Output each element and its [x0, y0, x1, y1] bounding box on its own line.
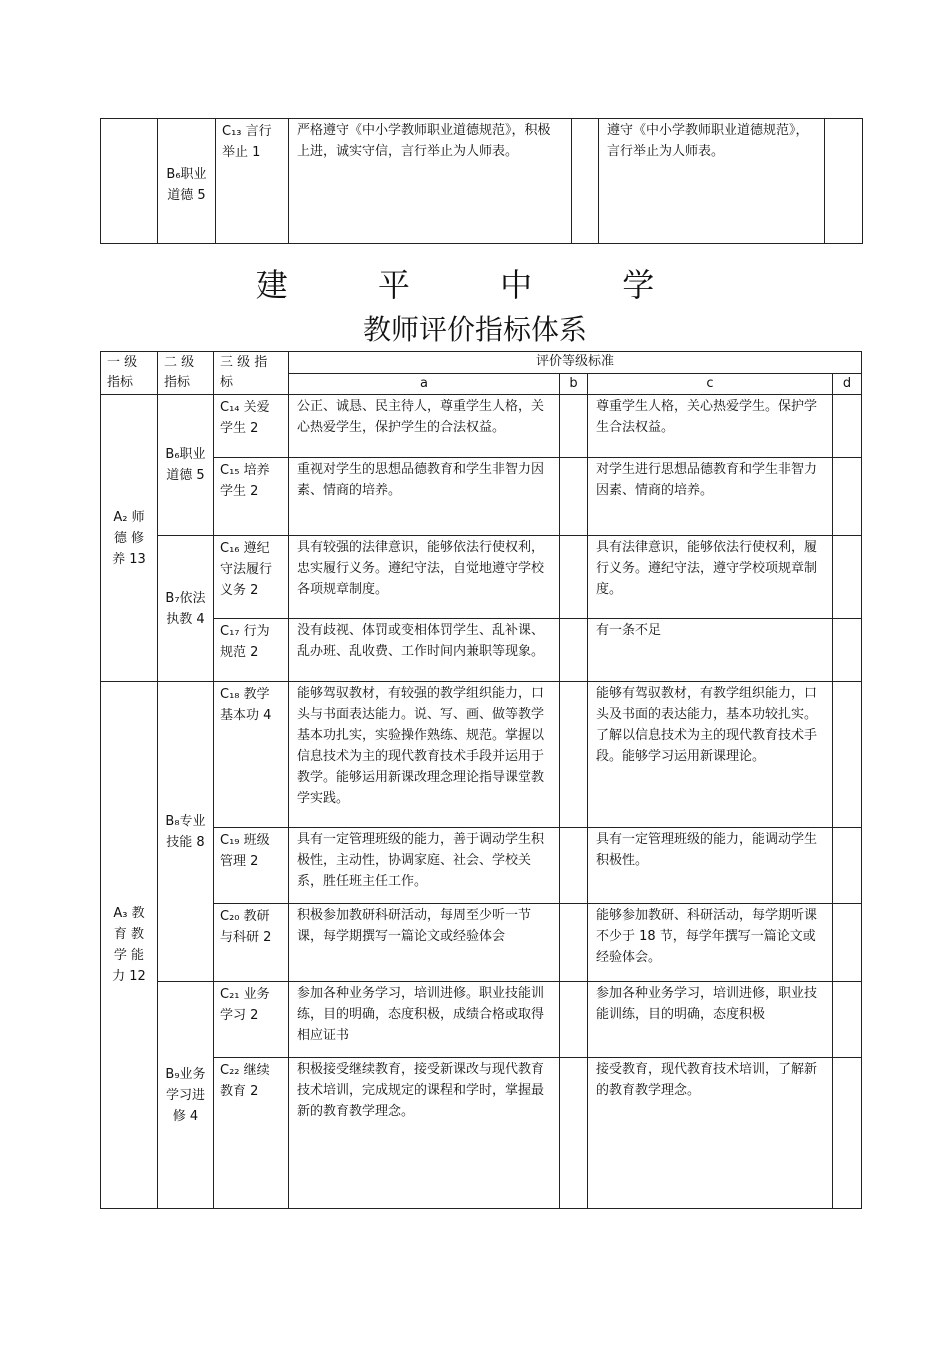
table-row — [101, 119, 863, 244]
grade-a-cell — [289, 458, 560, 536]
level2-cell — [158, 982, 214, 1209]
grade-a-text: 能够驾驭教材，有较强的教学组织能力，口头与书面表达能力。说、写、画、做等教学基本功扎实，实验操作熟练、规范。掌握以信息技术为主的现代教育技术手段并运用于教学。能够运用新课改理念理论指导课堂教学实践。 — [297, 686, 545, 806]
grade-b-cell — [560, 1058, 588, 1209]
level3-cell — [214, 458, 289, 536]
level1-cell — [101, 119, 158, 244]
grade-c-text: 遵守《中小学教师职业道德规范》，言行举止为人师表。 — [607, 123, 809, 159]
grade-a-text: 严格遵守《中小学教师职业道德规范》，积极上进，诚实守信，言行举止为人师表。 — [297, 123, 551, 159]
table-row — [101, 458, 862, 536]
level3-label: C₂₁ 业务学习 2 — [220, 987, 270, 1023]
level3-cell — [214, 619, 289, 682]
grade-c-text: 能够有驾驭教材，有教学组织能力，口头及书面的表达能力，基本功较扎实。了解以信息技术为主的现代教育技术手段。能够学习运用新课理论。 — [596, 686, 818, 764]
level3-cell — [214, 904, 289, 982]
grade-c-text: 具有法律意识，能够依法行使权利，履行义务。遵纪守法，遵守学校项规章制度。 — [596, 540, 818, 597]
level2-cell — [158, 395, 214, 536]
level3-label: C₂₀ 教研与科研 2 — [220, 909, 272, 945]
level3-label: C₁₄ 关爱学生 2 — [220, 400, 270, 436]
grade-c-text: 接受教育，现代教育技术培训，了解新的教育教学理念。 — [596, 1062, 818, 1098]
grade-c-text: 参加各种业务学习，培训进修，职业技能训练，目的明确，态度积极 — [596, 986, 818, 1022]
grade-b-cell — [560, 682, 588, 828]
grade-a-cell — [289, 904, 560, 982]
grade-c-cell — [588, 536, 833, 619]
grade-b-cell — [560, 458, 588, 536]
grade-b-cell — [572, 119, 599, 244]
grade-d-cell — [825, 119, 863, 244]
table-row — [101, 536, 862, 619]
grade-a-text: 没有歧视、体罚或变相体罚学生、乱补课、乱办班、乱收费、工作时间内兼职等现象。 — [297, 623, 545, 659]
level2-label: B₉业务学习进修 4 — [165, 1066, 206, 1124]
grade-c-text: 对学生进行思想品德教育和学生非智力因素、情商的培养。 — [596, 462, 818, 498]
grade-c-cell — [599, 119, 825, 244]
level1-label: A₃ 教 育 教 学 能 力 12 — [112, 906, 146, 984]
table-row — [101, 619, 862, 682]
level2-label: B₇依法执教 4 — [165, 590, 206, 627]
header-grade-d: d — [833, 373, 862, 395]
grade-b-cell — [560, 619, 588, 682]
grade-a-text: 重视对学生的思想品德教育和学生非智力因素、情商的培养。 — [297, 462, 545, 498]
grade-c-cell — [588, 1058, 833, 1209]
level1-cell — [101, 682, 158, 1209]
grade-b-cell — [560, 536, 588, 619]
grade-a-text: 积极参加教研科研活动，每周至少听一节课，每学期撰写一篇论文或经验体会 — [297, 908, 532, 944]
page-title: 教师评价指标体系 — [362, 313, 587, 346]
grade-d-cell — [833, 619, 862, 682]
table-row — [101, 904, 862, 982]
grade-c-text: 具有一定管理班级的能力，能调动学生积极性。 — [596, 832, 818, 868]
grade-a-text: 公正、诚恳、民主待人，尊重学生人格，关心热爱学生，保护学生的合法权益。 — [297, 399, 545, 435]
level2-cell — [158, 119, 216, 244]
level3-cell — [216, 119, 289, 244]
grade-d-cell — [833, 828, 862, 904]
grade-d-cell — [833, 904, 862, 982]
level3-cell — [214, 982, 289, 1058]
grade-a-cell — [289, 982, 560, 1058]
grade-a-cell — [289, 395, 560, 458]
level3-cell — [214, 828, 289, 904]
level1-label: A₂ 师 德 修 养 13 — [112, 509, 146, 567]
grade-d-cell — [833, 536, 862, 619]
grade-c-cell — [588, 619, 833, 682]
grade-a-text: 具有较强的法律意识，能够依法行使权利，忠实履行义务。遵纪守法，自觉地遵守学校各项规章制度。 — [297, 540, 545, 597]
level3-cell — [214, 682, 289, 828]
grade-a-text: 参加各种业务学习，培训进修。职业技能训练，目的明确，态度积极，成绩合格或取得相应证书 — [297, 986, 545, 1043]
level3-cell — [214, 536, 289, 619]
level3-label: C₁₅ 培养学生 2 — [220, 463, 270, 499]
table-row — [101, 828, 862, 904]
grade-d-cell — [833, 458, 862, 536]
grade-c-cell — [588, 682, 833, 828]
level2-label: B₈专业技能 8 — [165, 813, 206, 850]
grade-b-cell — [560, 395, 588, 458]
header-grade-c: c — [588, 373, 833, 395]
header-grade-a: a — [289, 373, 560, 395]
grade-b-cell — [560, 904, 588, 982]
level1-cell — [101, 395, 158, 682]
grade-a-cell — [289, 682, 560, 828]
table-row — [101, 395, 862, 458]
grade-d-cell — [833, 682, 862, 828]
grade-a-cell — [289, 1058, 560, 1209]
grade-c-cell — [588, 828, 833, 904]
level3-label: C₁₆ 遵纪守法履行义务 2 — [220, 541, 273, 598]
level3-cell — [214, 1058, 289, 1209]
level3-label: C₁₇ 行为规范 2 — [220, 624, 270, 660]
table-row — [101, 1058, 862, 1209]
grade-b-cell — [560, 982, 588, 1058]
grade-a-text: 具有一定管理班级的能力，善于调动学生积极性，主动性，协调家庭、社会、学校关系，胜任班主任工作。 — [297, 832, 545, 889]
grade-a-cell — [289, 119, 572, 244]
level2-cell — [158, 682, 214, 982]
grade-c-text: 有一条不足 — [596, 623, 662, 638]
grade-d-cell — [833, 982, 862, 1058]
grade-d-cell — [833, 395, 862, 458]
level3-label: C₁₉ 班级管理 2 — [220, 833, 270, 869]
level3-cell — [214, 395, 289, 458]
level2-label: B₆职业道德 5 — [165, 447, 206, 483]
level3-label: C₁₈ 教学基本功 4 — [220, 687, 272, 723]
header-grade-b: b — [560, 373, 588, 395]
continuation-table — [100, 118, 863, 244]
grade-a-text: 积极接受继续教育，接受新课改与现代教育技术培训，完成规定的课程和学时，掌握最新的教育教学理念。 — [297, 1062, 545, 1119]
school-title: 建 平 中 学 — [255, 266, 695, 304]
evaluation-table — [100, 351, 862, 1209]
level2-cell — [158, 536, 214, 682]
grade-c-cell — [588, 904, 833, 982]
table-row — [101, 682, 862, 828]
header-row — [101, 352, 862, 374]
level3-label: C₁₃ 言行举止 1 — [222, 124, 272, 160]
grade-c-text: 尊重学生人格，关心热爱学生。保护学生合法权益。 — [596, 399, 818, 435]
grade-d-cell — [833, 1058, 862, 1209]
grade-c-cell — [588, 395, 833, 458]
grade-a-cell — [289, 536, 560, 619]
grade-a-cell — [289, 619, 560, 682]
level3-label: C₂₂ 继续教育 2 — [220, 1063, 270, 1099]
grade-b-cell — [560, 828, 588, 904]
grade-c-cell — [588, 982, 833, 1058]
grade-c-text: 能够参加教研、科研活动，每学期听课不少于 18 节，每学年撰写一篇论文或经验体会。 — [596, 908, 818, 965]
level2-label: B₆职业道德 5 — [166, 167, 207, 203]
grade-a-cell — [289, 828, 560, 904]
table-row — [101, 982, 862, 1058]
header-level3: 三 级 指 标 — [214, 352, 289, 395]
grade-c-cell — [588, 458, 833, 536]
header-level2: 二 级 指标 — [158, 352, 214, 395]
header-grade-standard: 评价等级标准 — [289, 352, 862, 374]
header-level1: 一 级 指标 — [101, 352, 158, 395]
